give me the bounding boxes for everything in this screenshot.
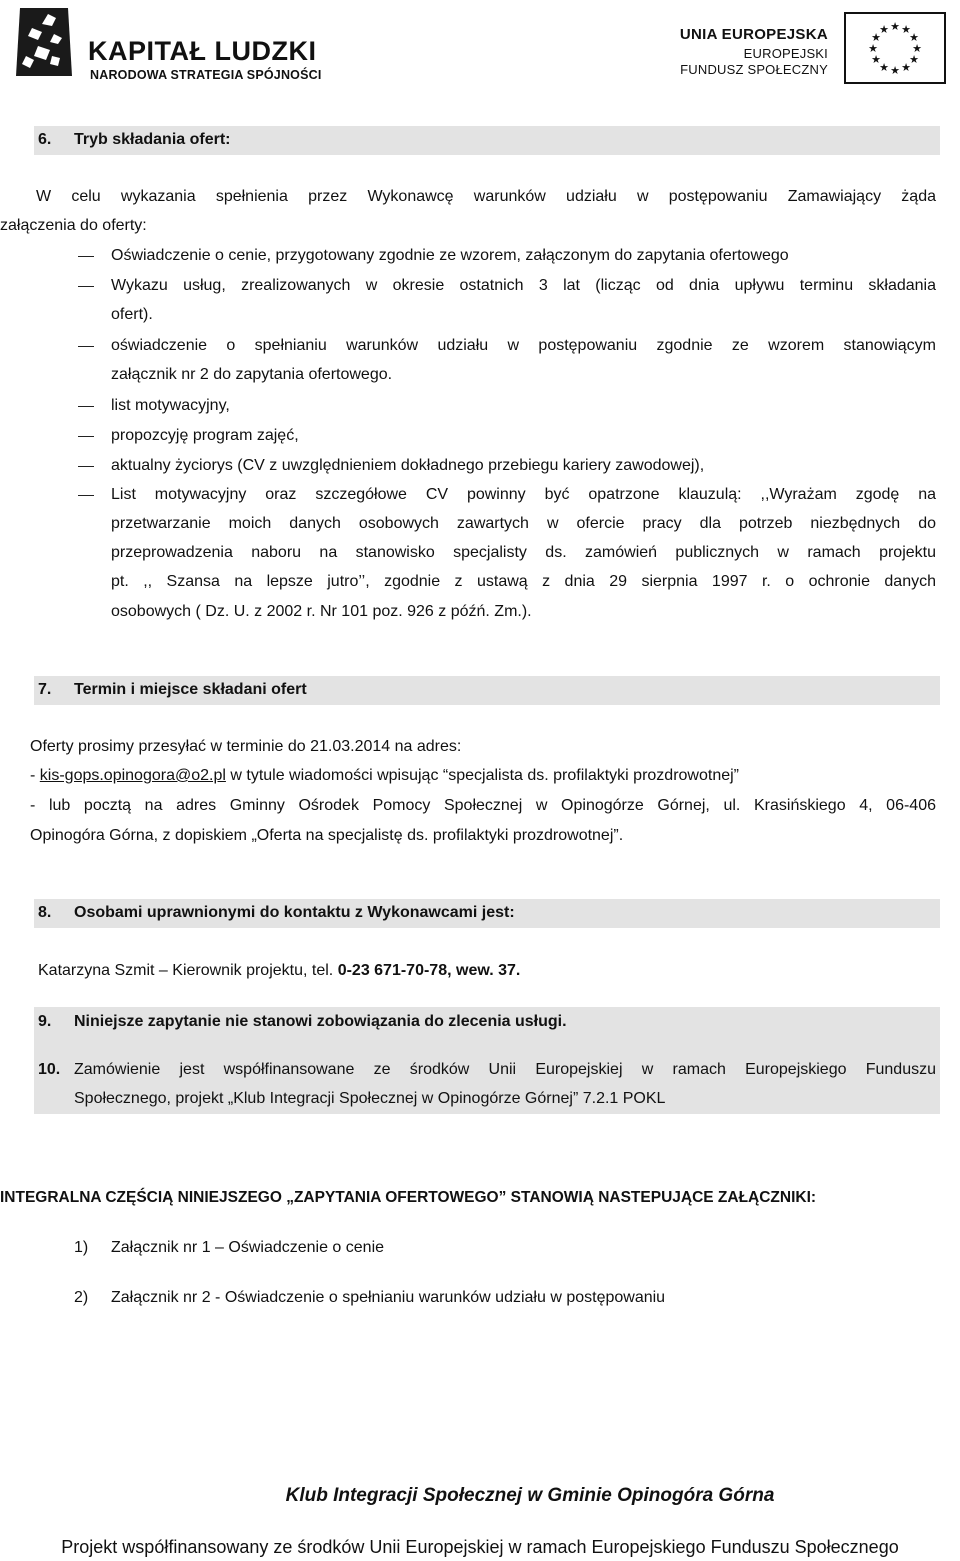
section-9-heading: Niniejsze zapytanie nie stanowi zobowiązania do zlecenia usługi. xyxy=(74,1013,567,1030)
section-8-number: 8. xyxy=(38,904,52,921)
section-7-heading: Termin i miejsce składani ofert xyxy=(74,681,307,698)
bullet-dash-icon xyxy=(78,466,94,467)
bullet-dash-icon xyxy=(78,406,94,407)
kapital-ludzki-title: KAPITAŁ LUDZKI xyxy=(88,36,317,66)
kapital-ludzki-emblem-icon xyxy=(12,6,74,78)
bullet-dash-icon xyxy=(78,346,94,347)
email-link[interactable]: kis-gops.opinogora@o2.pl xyxy=(39,767,226,784)
kapital-ludzki-subtitle: NARODOWA STRATEGIA SPÓJNOŚCI xyxy=(90,68,322,82)
section-7-line1: Oferty prosimy przesyłać w terminie do 21.03.2014 na adres: xyxy=(30,738,462,755)
contact-person: Katarzyna Szmit – Kierownik projektu, tel. xyxy=(38,962,338,979)
list-item-continuation: pt. ,, Szansa na lepsze jutro’’, zgodnie z ustawą z dnia 29 sierpnia 1997 r. o ochronie danych xyxy=(111,573,936,590)
section-6-intro-line2: załączenia do oferty: xyxy=(0,217,147,234)
section-7-line2-suffix: w tytule wiadomości wpisując “specjalista ds. profilaktyki prozdrowotnej” xyxy=(225,767,740,784)
section-7-line3: - lub pocztą na adres Gminny Ośrodek Pomocy Społecznej w Opinogórze Górnej, ul. Krasińskiego 4, 06-406 xyxy=(30,797,936,814)
list-item: Wykazu usług, zrealizowanych w okresie ostatnich 3 lat (licząc od dnia upływu terminu składania xyxy=(111,277,936,294)
svg-text:★: ★ xyxy=(890,20,900,33)
footer-subtitle: Projekt współfinansowany ze środków Unii Europejskiej w ramach Europejskiego Funduszu Społecznego xyxy=(61,1537,899,1557)
bullet-dash-icon xyxy=(78,495,94,496)
eu-logo-line1: UNIA EUROPEJSKA xyxy=(679,26,828,43)
svg-text:★: ★ xyxy=(901,23,911,36)
section-7-line4: Opinogóra Górna, z dopiskiem „Oferta na specjalistę ds. profilaktyki prozdrowotnej”. xyxy=(30,827,624,844)
contact-phone: 0-23 671-70-78, wew. 37. xyxy=(337,962,521,979)
attachments-heading: INTEGRALNA CZĘŚCIĄ NINIEJSZEGO „ZAPYTANIA OFERTOWEGO” STANOWIĄ NASTEPUJĄCE ZAŁĄCZNIKI: xyxy=(0,1189,817,1206)
bullet-dash-icon xyxy=(78,256,94,257)
list-item-continuation: ofert). xyxy=(111,306,153,323)
section-7-line2 xyxy=(30,765,739,787)
eu-flag-stars-icon xyxy=(844,12,946,84)
section-9-number: 9. xyxy=(38,1013,52,1030)
svg-text:★: ★ xyxy=(901,61,911,74)
section-10-number: 10. xyxy=(38,1061,61,1078)
section-7-line2-prefix: - xyxy=(30,767,40,784)
section-6-number: 6. xyxy=(38,131,52,148)
kapital-ludzki-logo xyxy=(12,6,332,86)
list-item-continuation: przeprowadzenia naboru na stanowisko specjalisty ds. zamówień publicznych w ramach projektu xyxy=(111,544,936,561)
svg-text:★: ★ xyxy=(868,42,878,55)
svg-text:★: ★ xyxy=(871,31,881,44)
bullet-dash-icon xyxy=(78,286,94,287)
list-item: propozcyję program zajęć, xyxy=(111,427,299,444)
list-item: oświadczenie o spełnianiu warunków udziału w postępowaniu zgodnie ze wzorem stanowiącym xyxy=(111,337,936,354)
section-10-line2: Społecznego, projekt „Klub Integracji Społecznej w Opinogórze Górnej” 7.2.1 POKL xyxy=(74,1090,666,1107)
list-item-continuation: osobowych ( Dz. U. z 2002 r. Nr 101 poz. 926 z późń. Zm.). xyxy=(111,603,532,620)
list-item: list motywacyjny, xyxy=(111,397,230,414)
svg-text:★: ★ xyxy=(912,42,922,55)
svg-text:★: ★ xyxy=(871,53,881,66)
attachment-2-number: 2) xyxy=(74,1289,89,1306)
svg-text:★: ★ xyxy=(879,61,889,74)
attachment-1-number: 1) xyxy=(74,1239,89,1256)
svg-text:★: ★ xyxy=(879,23,889,36)
list-item: aktualny życiorys (CV z uwzględnieniem dokładnego przebiegu kariery zawodowej), xyxy=(111,457,705,474)
section-7-number: 7. xyxy=(38,681,52,698)
section-6-heading: Tryb składania ofert: xyxy=(74,131,231,148)
eu-logo xyxy=(660,12,946,84)
svg-text:★: ★ xyxy=(909,53,919,66)
section-8-contact xyxy=(38,960,520,982)
section-10-line1: Zamówienie jest współfinansowane ze środków Unii Europejskiej w ramach Europejskiego Funduszu xyxy=(74,1061,936,1078)
list-item-continuation: przetwarzanie moich danych osobowych zawartych w ofercie pracy dla potrzeb niezbędnych do xyxy=(111,515,936,532)
section-6-intro-line1: W celu wykazania spełnienia przez Wykonawcę warunków udziału w postępowaniu Zamawiający żąda xyxy=(36,188,936,205)
svg-text:★: ★ xyxy=(890,64,900,77)
attachment-2-text: Załącznik nr 2 - Oświadczenie o spełnianiu warunków udziału w postępowaniu xyxy=(111,1289,666,1306)
list-item-continuation: załącznik nr 2 do zapytania ofertowego. xyxy=(111,366,393,383)
eu-logo-line2: EUROPEJSKI xyxy=(743,46,828,61)
section-8-heading: Osobami uprawnionymi do kontaktu z Wykonawcami jest: xyxy=(74,904,515,921)
svg-text:★: ★ xyxy=(909,31,919,44)
eu-logo-line3: FUNDUSZ SPOŁECZNY xyxy=(680,62,828,77)
attachment-1-text: Załącznik nr 1 – Oświadczenie o cenie xyxy=(111,1239,385,1256)
footer-title: Klub Integracji Społecznej w Gminie Opinogóra Górna xyxy=(285,1485,775,1506)
list-item: List motywacyjny oraz szczegółowe CV powinny być opatrzone klauzulą: ,,Wyrażam zgodę na xyxy=(111,486,936,503)
bullet-dash-icon xyxy=(78,436,94,437)
list-item: Oświadczenie o cenie, przygotowany zgodnie ze wzorem, załączonym do zapytania ofertowego xyxy=(111,247,789,264)
